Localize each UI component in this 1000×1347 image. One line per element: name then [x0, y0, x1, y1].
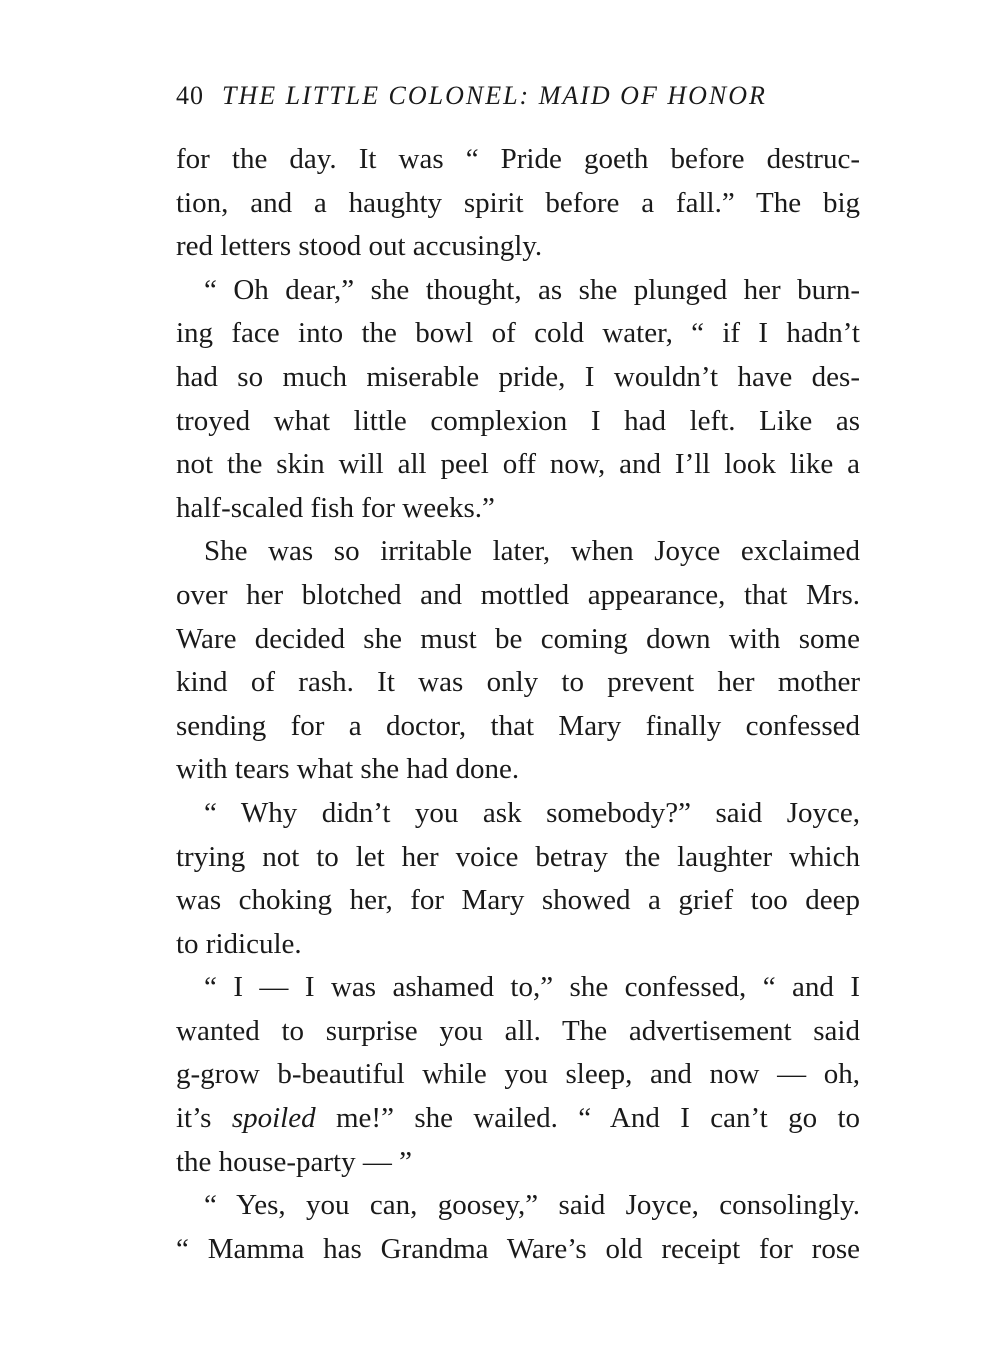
text-line-23	[176, 1097, 860, 1141]
line-23-prefix: it’s	[176, 1102, 232, 1135]
text-line-18: was choking her, for Mary showed a grief too deep	[176, 884, 860, 917]
line-23-suffix: me!” she wailed. “ And I can’t go to	[315, 1102, 860, 1135]
text-line-15: with tears what she had done.	[176, 753, 520, 786]
text-line-11: over her blotched and mottled appearance, that Mrs.	[176, 578, 860, 611]
text-line-1: for the day. It was “ Pride goeth before destruc-	[176, 143, 860, 175]
text-line-16: “ Why didn’t you ask somebody?” said Joyce,	[204, 796, 860, 829]
text-line-17: trying not to let her voice betray the laughter which	[176, 840, 860, 873]
text-line-7: troyed what little complexion I had left. Like as	[176, 404, 860, 437]
text-line-8: not the skin will all peel off now, and I’ll look like a	[176, 448, 860, 481]
text-line-6: had so much miserable pride, I wouldn’t have des-	[176, 360, 860, 393]
body-text	[176, 138, 860, 1271]
text-line-24: the house-party — ”	[176, 1145, 412, 1178]
text-line-3: red letters stood out accusingly.	[176, 230, 543, 263]
text-line-22: g-grow b-beautiful while you sleep, and now — oh,	[176, 1058, 860, 1091]
page-number: 40	[176, 81, 204, 110]
text-line-4: “ Oh dear,” she thought, as she plunged her burn-	[204, 273, 860, 306]
running-head	[176, 80, 866, 112]
text-line-9: half-scaled fish for weeks.”	[176, 491, 495, 524]
text-line-5: ing face into the bowl of cold water, “ if I hadn’t	[176, 317, 860, 350]
text-line-2: tion, and a haughty spirit before a fall.” The big	[176, 186, 860, 219]
text-line-21: wanted to surprise you all. The advertisement said	[176, 1014, 860, 1047]
text-line-14: sending for a doctor, that Mary finally confessed	[176, 709, 860, 742]
text-line-19: to ridicule.	[176, 927, 302, 960]
text-line-13: kind of rash. It was only to prevent her mother	[176, 666, 860, 699]
running-title: THE LITTLE COLONEL: MAID OF HONOR	[222, 81, 767, 110]
text-line-20: “ I — I was ashamed to,” she confessed, “ and I	[204, 971, 860, 1004]
emphasis-spoiled: spoiled	[231, 1102, 316, 1135]
text-line-26: “ Mamma has Grandma Ware’s old receipt for rose	[176, 1232, 860, 1265]
text-line-25: “ Yes, you can, goosey,” said Joyce, consolingly.	[204, 1189, 860, 1222]
text-line-10: She was so irritable later, when Joyce exclaimed	[204, 535, 860, 568]
text-line-12: Ware decided she must be coming down with some	[176, 622, 860, 655]
